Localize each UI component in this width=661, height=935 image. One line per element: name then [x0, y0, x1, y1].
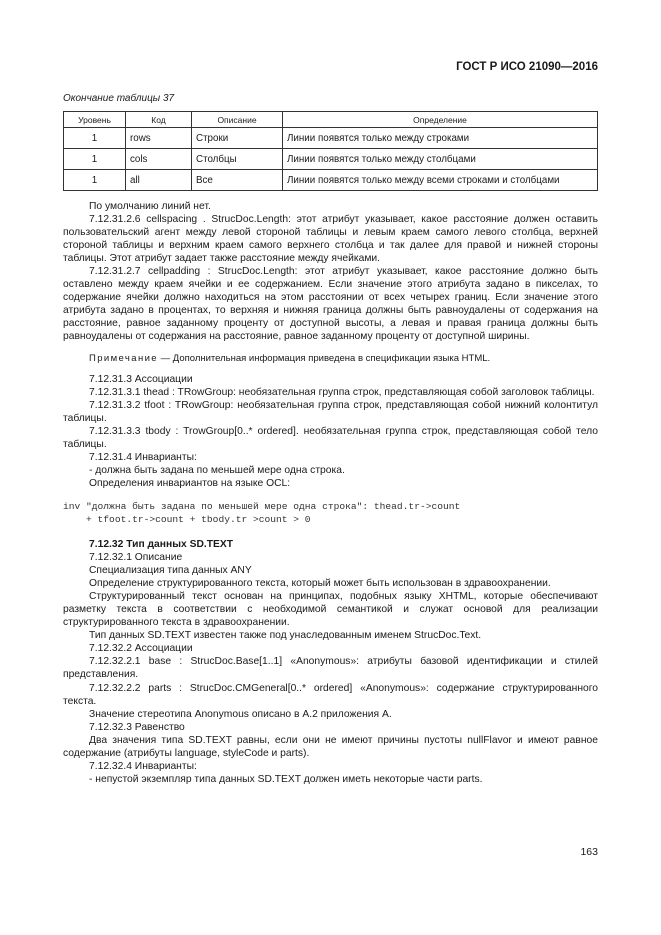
paragraph: 7.12.31.3.1 thead : TRowGroup: необязательная группа строк, представляющая собой заголовок таблицы. [89, 386, 595, 398]
cell-description: Все [192, 170, 283, 191]
header-code: Код [126, 112, 192, 128]
cell-level: 1 [64, 149, 126, 170]
cell-code: cols [126, 149, 192, 170]
paragraph: - непустой экземпляр типа данных SD.TEXT должен иметь некоторые части parts. [89, 773, 483, 785]
table-row [64, 149, 598, 170]
cell-description: Столбцы [192, 149, 283, 170]
paragraph: 7.12.32.1 Описание [89, 552, 183, 564]
paragraph: Специализация типа данных ANY [89, 565, 252, 577]
paragraph: По умолчанию линий нет. [89, 201, 211, 212]
paragraph: 7.12.31.4 Инварианты: [89, 451, 197, 463]
cell-description: Строки [192, 128, 283, 149]
paragraph: Определение структурированного текста, который может быть использован в здравоохранении. [89, 578, 551, 590]
paragraph: 7.12.32.2.1 base : StrucDoc.Base[1..1] «Anonymous»: атрибуты базовой идентификации и стилей представления. [63, 656, 598, 681]
code-line: + tfoot.tr->count + tbody.tr >count > 0 [63, 513, 311, 525]
paragraph: 7.12.32.3 Равенство [89, 721, 185, 733]
cell-code: rows [126, 128, 192, 149]
paragraph: Значение стереотипа Anonymous описано в А.2 приложения А. [89, 708, 392, 720]
paragraph: Структурированный текст основан на принципах, подобных языку XHTML, которые обеспечивают разметку текста в соответствии с необходимой семантикой и служат основой для реализации структурированного текста в здравоохранении. [63, 591, 598, 629]
paragraph: 7.12.31.3.2 tfoot : TRowGroup: необязательная группа строк, представляющая собой нижний колонтитул таблицы. [63, 399, 598, 424]
paragraph: 7.12.32.4 Инварианты: [89, 760, 197, 772]
section-title: 7.12.32 Тип данных SD.TEXT [89, 538, 234, 550]
paragraph: 7.12.32.2 Ассоциации [89, 643, 193, 655]
table-row [64, 170, 598, 191]
table-caption: Окончание таблицы 37 [63, 93, 175, 104]
cell-definition: Линии появятся только между столбцами [283, 149, 598, 170]
document-header: ГОСТ Р ИСО 21090—2016 [456, 61, 598, 73]
paragraph: 7.12.31.2.7 cellpadding : StrucDoc.Length: этот атрибут указывает, какое расстояние должно быть оставлено между краем ячейки и ее содержанием. Если значение этого атрибута задано в пикселах, то содержание ячейки должно находиться на этом расстоянии от всех четырех границ. Если значение этого атрибута задано в процентах, то верхняя и нижняя граница должны быть равноудалены от содержания на расстояние, равное заданному проценту от доступной высоты, а левая и правая граница должны быть равноудалены от содержания на расстояние, равное заданному проценту от доступной ширины. [63, 266, 598, 343]
page-number: 163 [580, 846, 598, 858]
paragraph: 7.12.31.2.6 cellspacing . StrucDoc.Length: этот атрибут указывает, какое расстояние должен оставить пользовательский агент между левой стороной таблицы и левым краем самого левого столбца, верхней стороной таблицы и верхним краем самого верхнего столбца и так далее для правой и нижней стороны таблицы. Этот атрибут задает также расстояние между ячейками. [63, 214, 598, 265]
table-row [64, 128, 598, 149]
paragraph: Тип данных SD.TEXT известен также под унаследованным именем StrucDoc.Text. [89, 630, 482, 642]
table-header-row [64, 112, 598, 128]
table-37 [63, 111, 598, 191]
paragraph: Два значения типа SD.TEXT равны, если они не имеют причины пустоты nullFlavor и имеют равное содержание (атрибуты language, styleCode и parts). [63, 734, 598, 759]
code-line: inv "должна быть задана по меньшей мере одна строка": thead.tr->count [63, 500, 461, 512]
header-level: Уровень [64, 112, 126, 128]
ocl-code [63, 500, 598, 526]
paragraph: Определения инвариантов на языке OCL: [89, 477, 291, 489]
cell-definition: Линии появятся только между строками [283, 128, 598, 149]
cell-level: 1 [64, 170, 126, 191]
note-text: — Дополнительная информация приведена в спецификации языка HTML. [158, 352, 491, 364]
header-definition: Определение [283, 112, 598, 128]
cell-code: all [126, 170, 192, 191]
document-body [63, 200, 598, 786]
note-label: Примечание [89, 352, 158, 364]
cell-definition: Линии появятся только между всеми строками и столбцами [283, 170, 598, 191]
cell-level: 1 [64, 128, 126, 149]
paragraph: 7.12.31.3 Ассоциации [89, 373, 193, 385]
header-description: Описание [192, 112, 283, 128]
paragraph: - должна быть задана по меньшей мере одна строка. [89, 464, 345, 476]
note [63, 352, 598, 365]
paragraph: 7.12.32.2.2 parts : StrucDoc.CMGeneral[0..* ordered] «Anonymous»: содержание структурированного текста. [63, 682, 598, 707]
paragraph: 7.12.31.3.3 tbody : TrowGroup[0..* ordered]. необязательная группа строк, представляющая собой тело таблицы. [63, 425, 598, 450]
